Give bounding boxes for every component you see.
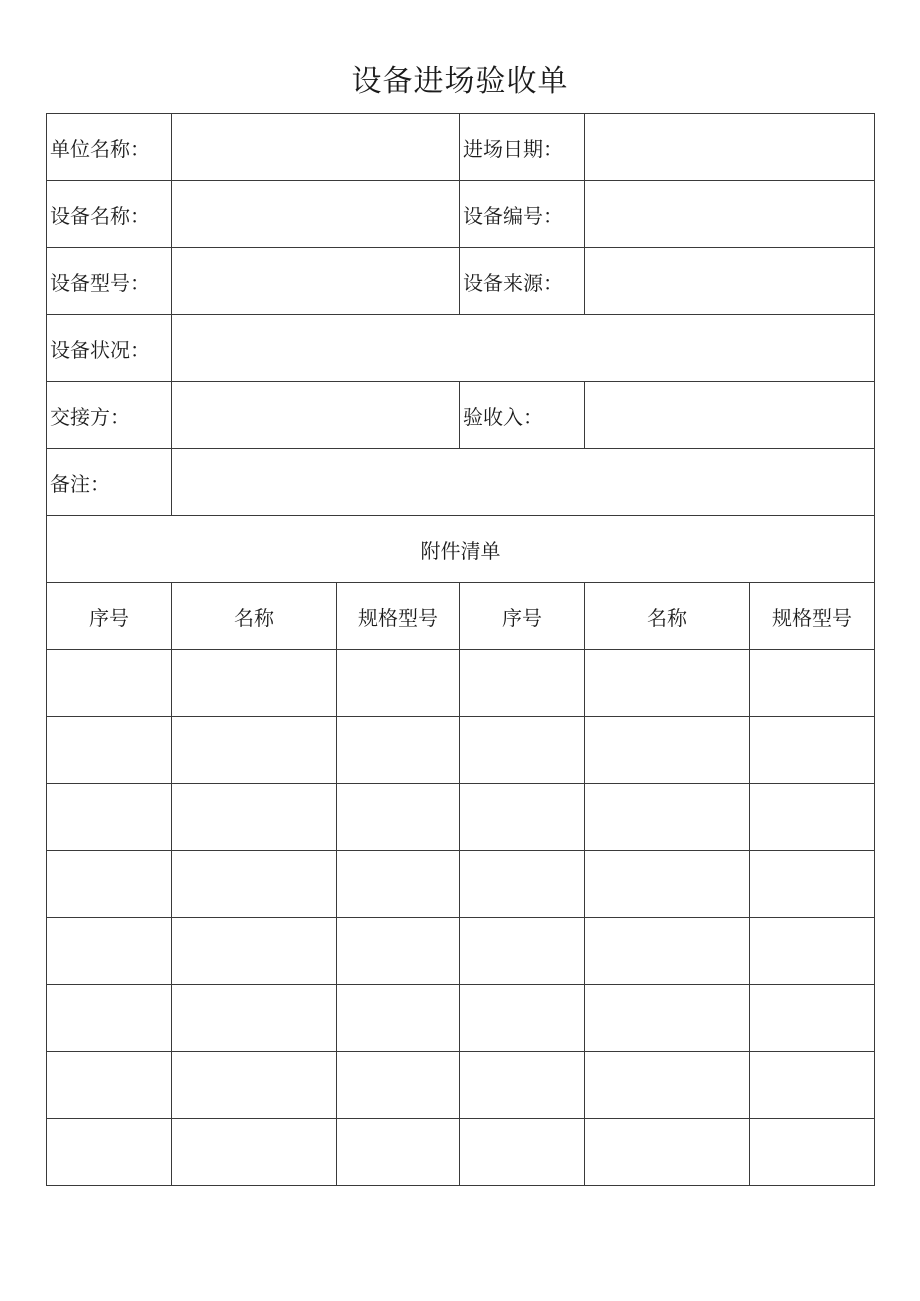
seq-cell[interactable]: [460, 1052, 585, 1119]
remarks-field[interactable]: [172, 449, 875, 516]
name-cell[interactable]: [172, 851, 337, 918]
handover-party-label: 交接方：: [47, 382, 172, 449]
equipment-name-field[interactable]: [172, 181, 460, 248]
accessories-section-title: 附件清单: [47, 516, 875, 583]
name-cell[interactable]: [172, 650, 337, 717]
spec-cell[interactable]: [750, 784, 875, 851]
spec-cell[interactable]: [750, 985, 875, 1052]
spec-cell[interactable]: [337, 1119, 460, 1186]
table-row: [47, 985, 875, 1052]
seq-cell[interactable]: [460, 918, 585, 985]
column-header-seq: 序号: [47, 583, 172, 650]
entry-date-label: 进场日期：: [460, 114, 585, 181]
name-cell[interactable]: [585, 1119, 750, 1186]
unit-name-label: 单位名称：: [47, 114, 172, 181]
name-cell[interactable]: [172, 1052, 337, 1119]
seq-cell[interactable]: [47, 650, 172, 717]
column-header-seq: 序号: [460, 583, 585, 650]
spec-cell[interactable]: [337, 851, 460, 918]
table-row: [47, 1119, 875, 1186]
row-accessories-title: [47, 516, 875, 583]
spec-cell[interactable]: [750, 650, 875, 717]
seq-cell[interactable]: [47, 1052, 172, 1119]
column-header-spec: 规格型号: [337, 583, 460, 650]
seq-cell[interactable]: [460, 717, 585, 784]
spec-cell[interactable]: [337, 985, 460, 1052]
seq-cell[interactable]: [460, 985, 585, 1052]
equipment-name-label: 设备名称：: [47, 181, 172, 248]
spec-cell[interactable]: [337, 918, 460, 985]
name-cell[interactable]: [585, 985, 750, 1052]
accessories-header-row: [47, 583, 875, 650]
name-cell[interactable]: [585, 918, 750, 985]
spec-cell[interactable]: [337, 784, 460, 851]
spec-cell[interactable]: [337, 717, 460, 784]
equipment-source-label: 设备来源：: [460, 248, 585, 315]
entry-date-field[interactable]: [585, 114, 875, 181]
spec-cell[interactable]: [750, 1119, 875, 1186]
name-cell[interactable]: [172, 717, 337, 784]
equipment-condition-label: 设备状况：: [47, 315, 172, 382]
spec-cell[interactable]: [337, 1052, 460, 1119]
row-unit-date: [47, 114, 875, 181]
spec-cell[interactable]: [750, 918, 875, 985]
table-row: [47, 1052, 875, 1119]
column-header-name: 名称: [585, 583, 750, 650]
unit-name-field[interactable]: [172, 114, 460, 181]
row-handover-inspector: [47, 382, 875, 449]
row-condition: [47, 315, 875, 382]
equipment-number-label: 设备编号：: [460, 181, 585, 248]
equipment-source-field[interactable]: [585, 248, 875, 315]
spec-cell[interactable]: [750, 1052, 875, 1119]
table-row: [47, 650, 875, 717]
acceptance-form: [46, 113, 875, 1186]
column-header-name: 名称: [172, 583, 337, 650]
table-row: [47, 784, 875, 851]
handover-party-field[interactable]: [172, 382, 460, 449]
inspector-label: 验收入：: [460, 382, 585, 449]
inspector-field[interactable]: [585, 382, 875, 449]
name-cell[interactable]: [585, 650, 750, 717]
name-cell[interactable]: [585, 717, 750, 784]
name-cell[interactable]: [585, 784, 750, 851]
seq-cell[interactable]: [47, 985, 172, 1052]
table-row: [47, 851, 875, 918]
spec-cell[interactable]: [750, 851, 875, 918]
column-header-spec: 规格型号: [750, 583, 875, 650]
name-cell[interactable]: [172, 1119, 337, 1186]
row-remarks: [47, 449, 875, 516]
equipment-number-field[interactable]: [585, 181, 875, 248]
spec-cell[interactable]: [750, 717, 875, 784]
seq-cell[interactable]: [47, 851, 172, 918]
spec-cell[interactable]: [337, 650, 460, 717]
equipment-condition-field[interactable]: [172, 315, 875, 382]
equipment-model-field[interactable]: [172, 248, 460, 315]
row-model-source: [47, 248, 875, 315]
name-cell[interactable]: [172, 918, 337, 985]
row-name-number: [47, 181, 875, 248]
name-cell[interactable]: [172, 985, 337, 1052]
seq-cell[interactable]: [47, 784, 172, 851]
seq-cell[interactable]: [47, 1119, 172, 1186]
remarks-label: 备注：: [47, 449, 172, 516]
seq-cell[interactable]: [460, 1119, 585, 1186]
name-cell[interactable]: [585, 1052, 750, 1119]
name-cell[interactable]: [172, 784, 337, 851]
page-title: 设备进场验收单: [351, 64, 569, 99]
table-row: [47, 918, 875, 985]
seq-cell[interactable]: [47, 918, 172, 985]
seq-cell[interactable]: [460, 784, 585, 851]
seq-cell[interactable]: [47, 717, 172, 784]
name-cell[interactable]: [585, 851, 750, 918]
table-row: [47, 717, 875, 784]
seq-cell[interactable]: [460, 650, 585, 717]
seq-cell[interactable]: [460, 851, 585, 918]
equipment-model-label: 设备型号：: [47, 248, 172, 315]
